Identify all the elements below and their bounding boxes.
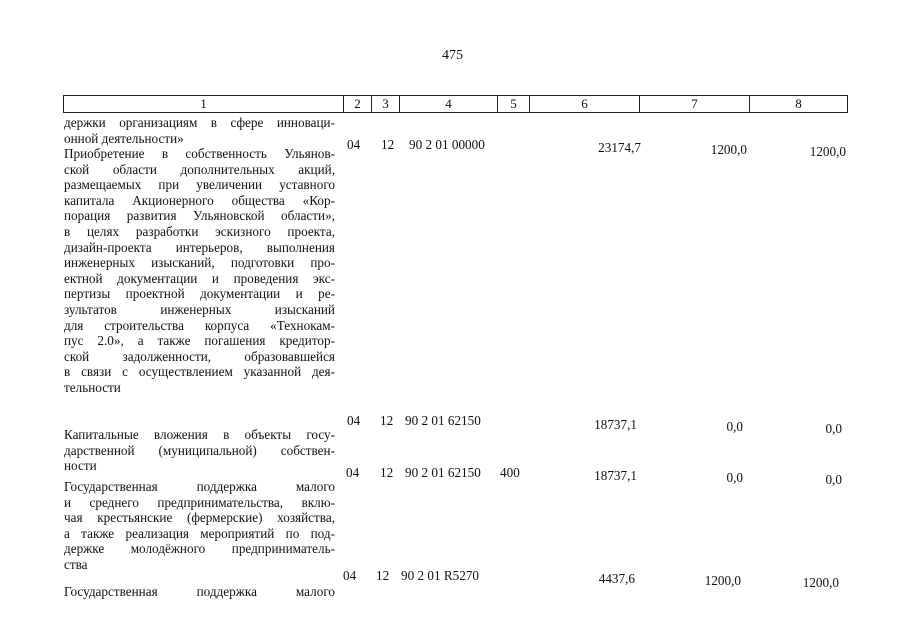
row-description xyxy=(64,479,335,573)
description-line: зультатов инженерных изысканий xyxy=(64,301,335,317)
description-line: ектной документации и проведения экс- xyxy=(64,270,335,286)
description-line: онной деятельности» xyxy=(64,130,184,146)
row-code-c4: 90 2 01 62150 xyxy=(405,413,481,428)
description-line: пус 2.0», а также погашения кредитор- xyxy=(64,333,335,349)
column-header-2: 2 xyxy=(344,96,372,113)
row-value-c7: 1200,0 xyxy=(710,142,747,157)
description-line: а также реализация мероприятий по под- xyxy=(64,525,335,541)
row-description xyxy=(64,584,335,600)
description-line: для строительства корпуса «Технокам- xyxy=(64,317,335,333)
row-description xyxy=(64,427,335,474)
description-line: и среднего предпринимательства, вклю- xyxy=(64,494,335,510)
column-header-8: 8 xyxy=(750,96,848,113)
description-line: ности xyxy=(64,458,97,474)
column-header-1: 1 xyxy=(64,96,344,113)
row-description xyxy=(64,146,335,396)
row-code-c4: 90 2 01 00000 xyxy=(409,137,485,152)
column-header-6: 6 xyxy=(530,96,640,113)
description-line: Приобретение в собственность Ульянов- xyxy=(64,146,335,161)
row-value-c6: 23174,7 xyxy=(598,140,641,155)
row-code-c3: 12 xyxy=(381,137,395,152)
description-line: инженерных изысканий, подготовки про- xyxy=(64,255,335,271)
description-line: чая крестьянские (фермерские) хозяйства, xyxy=(64,510,335,526)
column-header-3: 3 xyxy=(372,96,400,113)
description-line: Государственная поддержка малого xyxy=(64,479,335,494)
row-code-c4: 90 2 01 R5270 xyxy=(401,568,480,583)
row-value-c8: 1200,0 xyxy=(802,575,839,590)
row-code-c3: 12 xyxy=(376,568,390,583)
row-code-c2: 04 xyxy=(346,465,360,480)
row-description xyxy=(64,115,335,146)
page-number: 475 xyxy=(442,48,463,63)
row-value-c7: 1200,0 xyxy=(704,573,741,588)
column-header-5: 5 xyxy=(498,96,530,113)
row-code-c2: 04 xyxy=(347,137,361,152)
description-line: Государственная поддержка малого xyxy=(64,584,335,599)
row-value-c8: 0,0 xyxy=(825,472,842,487)
column-header-4: 4 xyxy=(400,96,498,113)
description-line: дарственной (муниципальной) собствен- xyxy=(64,442,335,458)
row-code-c2: 04 xyxy=(343,568,357,583)
row-value-c7: 0,0 xyxy=(726,470,743,485)
description-line: держке молодёжного предприниматель- xyxy=(64,541,335,557)
description-line: капитала Акционерного общества «Кор- xyxy=(64,192,335,208)
description-line: дизайн-проекта интерьеров, выполнения xyxy=(64,239,335,255)
description-line: порация развития Ульяновской области», xyxy=(64,208,335,224)
row-value-c8: 0,0 xyxy=(825,421,842,436)
row-value-c6: 18737,1 xyxy=(594,417,637,432)
column-header-7: 7 xyxy=(640,96,750,113)
description-line: пертизы проектной документации и ре- xyxy=(64,286,335,302)
description-line: в связи с осуществлением указанной дея- xyxy=(64,364,335,380)
description-line: тельности xyxy=(64,379,121,395)
row-code-c3: 12 xyxy=(380,413,394,428)
description-line: размещаемых при увеличении уставного xyxy=(64,177,335,193)
row-code-c3: 12 xyxy=(380,465,394,480)
row-value-c6: 4437,6 xyxy=(598,571,635,586)
description-line: ской области дополнительных акций, xyxy=(64,161,335,177)
description-line: Капитальные вложения в объекты госу- xyxy=(64,427,335,442)
description-line: ства xyxy=(64,556,88,572)
row-value-c8: 1200,0 xyxy=(809,144,846,159)
row-code-c2: 04 xyxy=(347,413,361,428)
column-header-row xyxy=(63,95,848,113)
row-code-c5: 400 xyxy=(500,465,520,480)
row-value-c6: 18737,1 xyxy=(594,468,637,483)
description-line: в целях разработки эскизного проекта, xyxy=(64,223,335,239)
row-code-c4: 90 2 01 62150 xyxy=(405,465,481,480)
row-value-c7: 0,0 xyxy=(726,419,743,434)
description-line: ской задолженности, образовавшейся xyxy=(64,348,335,364)
description-line: держки организациям в сфере инноваци- xyxy=(64,115,335,130)
